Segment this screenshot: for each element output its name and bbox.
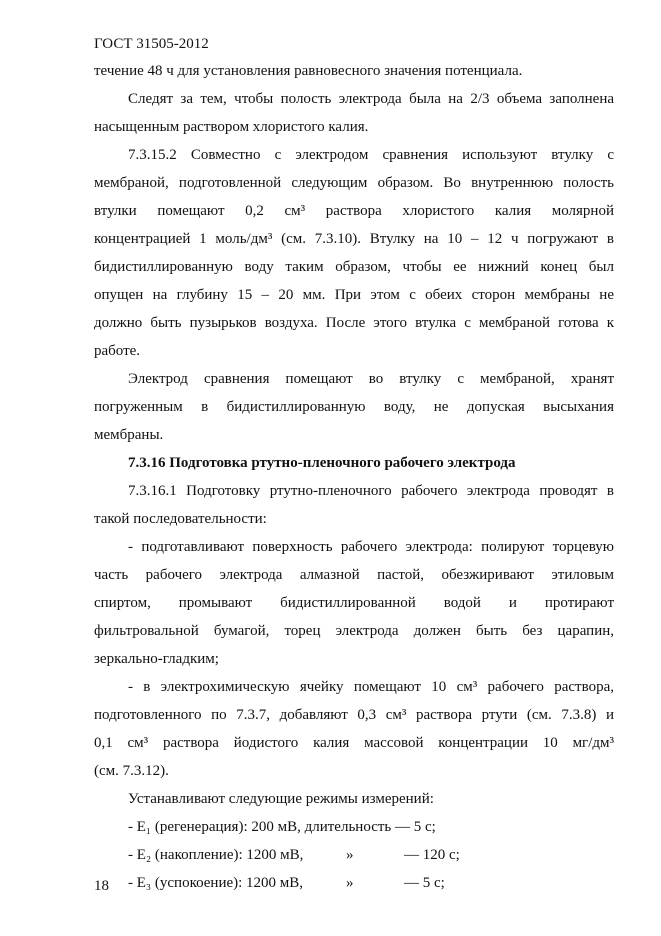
text-line: мембраной, подготовленной следующим образом. Во внутреннюю полость: [94, 175, 614, 191]
text-line: течение 48 ч для установления равновесного значения потенциала.: [94, 63, 523, 79]
text-line: втулки помещают 0,2 см³ раствора хлористого калия молярной: [94, 203, 614, 219]
mode-duration: — 5 с;: [404, 875, 445, 891]
mode-duration: — 120 с;: [404, 847, 460, 863]
text-line: насыщенным раствором хлористого калия.: [94, 119, 369, 135]
text-line: 0,1 см³ раствора йодистого калия массовой концентрации 10 мг/дм³: [94, 735, 614, 751]
mode-name: - E₃ (успокоение): 1200 мВ,: [128, 875, 304, 891]
text-line: спиртом, промывают бидистиллированной водой и протирают: [94, 595, 614, 611]
text-line: 7.3.15.2 Совместно с электродом сравнения используют втулку с: [128, 147, 614, 163]
text-line: - подготавливают поверхность рабочего электрода: полируют торцевую: [128, 539, 614, 555]
text-line: мембраны.: [94, 427, 164, 443]
page-header: ГОСТ 31505-2012: [94, 36, 209, 52]
text-line: погруженным в бидистиллированную воду, не допуская высыхания: [94, 399, 614, 415]
section-heading: 7.3.16 Подготовка ртутно-пленочного рабочего электрода: [128, 455, 516, 471]
text-line: - в электрохимическую ячейку помещают 10 см³ рабочего раствора,: [128, 679, 614, 695]
text-line: работе.: [94, 343, 141, 359]
mode-line: [94, 869, 614, 897]
text-line: должно быть пузырьков воздуха. После этого втулка с мембраной готова к: [94, 315, 614, 331]
mode-name: - E₂ (накопление): 1200 мВ,: [128, 847, 304, 863]
text-line: Электрод сравнения помещают во втулку с мембраной, хранят: [128, 371, 614, 387]
text-line: зеркально-гладким;: [94, 651, 219, 667]
ditto-mark: »: [346, 847, 354, 863]
text-line: часть рабочего электрода алмазной пастой, обезжиривают этиловым: [94, 567, 614, 583]
text-line: бидистиллированную воду таким образом, чтобы ее нижний конец был: [94, 259, 614, 275]
text-line: опущен на глубину 15 – 20 мм. При этом с обеих сторон мембраны не: [94, 287, 614, 303]
text-line: 7.3.16.1 Подготовку ртутно-пленочного рабочего электрода проводят в: [128, 483, 614, 499]
mode-line: - E₁ (регенерация): 200 мВ, длительность — 5 с;: [128, 819, 436, 835]
text-line: такой последовательности:: [94, 511, 267, 527]
page-body: [94, 57, 614, 897]
text-line: концентрацией 1 моль/дм³ (см. 7.3.10). Втулку на 10 – 12 ч погружают в: [94, 231, 614, 247]
text-line: Следят за тем, чтобы полость электрода была на 2/3 объема заполнена: [128, 91, 614, 107]
text-line: (см. 7.3.12).: [94, 763, 169, 779]
text-line: Устанавливают следующие режимы измерений:: [128, 791, 434, 807]
ditto-mark: »: [346, 875, 354, 891]
text-line: фильтровальной бумагой, торец электрода должен быть без царапин,: [94, 623, 614, 639]
text-line: подготовленного по 7.3.7, добавляют 0,3 см³ раствора ртути (см. 7.3.8) и: [94, 707, 614, 723]
page-number: 18: [94, 878, 109, 894]
mode-line: [94, 841, 614, 869]
